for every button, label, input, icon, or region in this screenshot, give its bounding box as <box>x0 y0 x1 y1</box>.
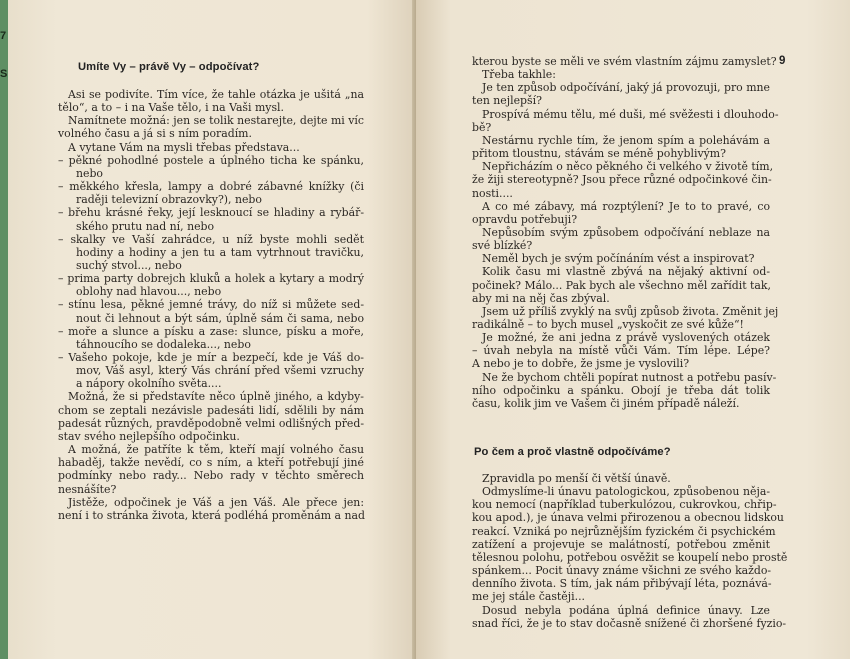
text-line: denního života. S tím, jak nám přibývají léta, poznává- <box>472 577 772 591</box>
text-line: – prima party dobrejch kluků a holek a kytary a modrý <box>58 272 364 286</box>
text-line: Asi se podivíte. Tím více, že tahle otázka je ušitá „na <box>68 88 364 101</box>
text-line: Nepůsobím svým způsobem odpočívání neblaze na <box>482 225 770 239</box>
text-line: Prospívá mému tělu, mé duši, mé svěžesti i dlouhodo- <box>482 107 779 121</box>
text-line: stav svého nejlepšího odpočinku. <box>58 429 240 443</box>
text-line: A vytane Vám na mysli třebas představa... <box>68 140 300 154</box>
text-line: času, kolik jim ve Vašem či jiném případě náleží. <box>472 396 740 410</box>
text-line: reakcí. Vzniká po nejrůznějším fyzickém či psychickém <box>472 524 776 538</box>
text-line: zatížení a projevuje se malátností, potřebou změnit <box>472 537 770 551</box>
text-line: habaděj, takže nevědí, co s ním, a kteří potřebují jiné <box>58 456 364 470</box>
text-line: – stínu lesa, pěkné jemné trávy, do níž si můžete sed- <box>58 298 364 312</box>
text-line: není i to stránka života, která podléhá proměnám a nad <box>58 508 365 522</box>
text-line: a nápory okolního světa.... <box>76 377 222 391</box>
text-line: – moře a slunce a písku a zase: slunce, písku a moře, <box>58 324 364 338</box>
text-line: hodiny a hodiny a jen tu a tam vytrhnout travičku, <box>76 245 364 259</box>
text-line: ního odpočinku a spánku. Obojí je třeba dát tolik <box>472 383 770 397</box>
text-line: Jsem už příliš zvyklý na svůj způsob života. Změnit jej <box>482 304 779 318</box>
text-line: A co mé zábavy, má rozptýlení? Je to to pravé, co <box>482 199 770 213</box>
text-line: Je možné, že ani jedna z právě vyslovených otázek <box>482 331 770 345</box>
text-line: Neměl bych je svým počínáním vést a inspirovat? <box>482 252 755 266</box>
text-line: spánkem... Pocit únavy známe všichni ze svého každo- <box>472 564 772 578</box>
text-line: opravdu potřebuji? <box>472 212 578 226</box>
text-line: Jistěže, odpočinek je Váš a jen Váš. Ale přece jen: <box>68 495 364 509</box>
text-line: A možná, že patříte k těm, kteří mají volného času <box>68 443 364 457</box>
text-line: Namítnete možná: jen se tolik nestarejte, dejte mi víc <box>68 114 364 128</box>
text-line: Je ten způsob odpočívání, jaký já provozuji, pro mne <box>482 81 770 95</box>
text-line: padesát různých, pravděpodobně velmi odlišných před- <box>58 416 364 430</box>
text-line: kterou byste se měli ve svém vlastním zájmu zamyslet? <box>472 55 777 68</box>
text-line: nosti.... <box>472 186 513 200</box>
text-line: tělo“, a to – i na Vaše tělo, i na Vaši mysl. <box>58 101 284 115</box>
text-line: tělesnou polohu, potřebou osvěžit se koupelí nebo prostě <box>472 550 788 564</box>
text-line: že žiji stereotypně? Jsou přece různé odpočinkové čin- <box>472 173 772 187</box>
left-page <box>8 0 416 659</box>
text-line: kou apod.), je únava velmi přirozenou a obecnou lidskou <box>472 511 784 525</box>
text-line: oblohy nad hlavou..., nebo <box>76 285 222 299</box>
text-line: ského prutu nad ní, nebo <box>76 219 215 233</box>
text-line: bě? <box>472 120 492 134</box>
right-page <box>416 0 850 659</box>
text-line: radikálně – to bych musel „vyskočit ze své kůže“! <box>472 318 744 331</box>
text-line: počinek? Málo... Pak bych ale všechno měl zařídit tak, <box>472 278 771 292</box>
text-line: nebo <box>76 166 103 180</box>
text-line: své blízké? <box>472 239 533 253</box>
text-line: A nebo je to dobře, že jsme je vyslovili? <box>472 357 690 371</box>
edge-mark-bottom: S <box>0 68 8 80</box>
text-line: raději televizní obrazovky?), nebo <box>76 193 262 207</box>
text-line: – měkkého křesla, lampy a dobré zábavné knížky (či <box>58 180 364 194</box>
text-line: – pěkné pohodlné postele a úplného ticha ke spánku, <box>58 153 364 167</box>
text-line: – Vašeho pokoje, kde je mír a bezpečí, kde je Váš do- <box>58 351 364 364</box>
text-line: – úvah nebyla na místě vůči Vám. Tím lépe. Lépe? <box>472 344 770 358</box>
text-line: Dosud nebyla podána úplná definice únavy. Lze <box>482 603 770 617</box>
text-line: Třeba takhle: <box>482 68 556 82</box>
text-line: me jej stále častěji... <box>472 590 585 604</box>
edge-mark-top: 7 <box>0 30 7 42</box>
text-line: táhnoucího se dodaleka..., nebo <box>76 337 251 351</box>
text-line: – břehu krásné řeky, její lesknoucí se hladiny a rybář- <box>58 206 364 220</box>
text-line: přitom tloustnu, stávám se méně pohyblivým? <box>472 147 726 161</box>
right-page-section-heading: Po čem a proč vlastně odpočíváme? <box>474 446 671 458</box>
text-line: volného času a já si s ním poradím. <box>58 127 252 141</box>
text-line: aby mi na něj čas zbýval. <box>472 291 610 305</box>
text-line: – skalky ve Vaší zahrádce, u níž byste mohli sedět <box>58 232 364 246</box>
page-number: 9 <box>779 55 786 67</box>
text-line: Ne že bychom chtěli popírat nutnost a potřebu pasív- <box>482 370 777 384</box>
text-line: Možná, že si představíte něco úplně jiného, a kdyby- <box>68 390 364 404</box>
text-line: Odmyslíme-li únavu patologickou, způsobenou něja- <box>482 485 770 499</box>
text-line: chom se zeptali nezávisle padesáti lidí, sdělili by nám <box>58 403 364 417</box>
text-line: nesnášíte? <box>58 482 117 496</box>
left-page-heading: Umíte Vy – právě Vy – odpočívat? <box>78 61 260 73</box>
text-line: Zpravidla po menší či větší únavě. <box>482 472 671 485</box>
text-line: ten nejlepší? <box>472 94 542 108</box>
text-line: kou nemocí (například tuberkulózou, cukrovkou, chřip- <box>472 498 777 512</box>
text-line: suchý stvol..., nebo <box>76 258 182 272</box>
text-line: podmínky nebo rady... Nebo rady v těchto směrech <box>58 469 364 483</box>
text-line: Nepřicházím o něco pěkného či velkého v životě tím, <box>482 160 774 174</box>
text-line: snad říci, že je to stav dočasně snížené či zhoršené fyzio- <box>472 616 787 630</box>
text-line: nout či lehnout a být sám, úplně sám či sama, nebo <box>76 311 364 325</box>
text-line: Nestárnu rychle tím, že jenom spím a polehávám a <box>482 133 770 147</box>
text-line: mov, Váš asyl, který Vás chrání před všemi vzruchy <box>76 364 364 378</box>
text-line: Kolik času mi vlastně zbývá na nějaký aktivní od- <box>482 265 770 279</box>
